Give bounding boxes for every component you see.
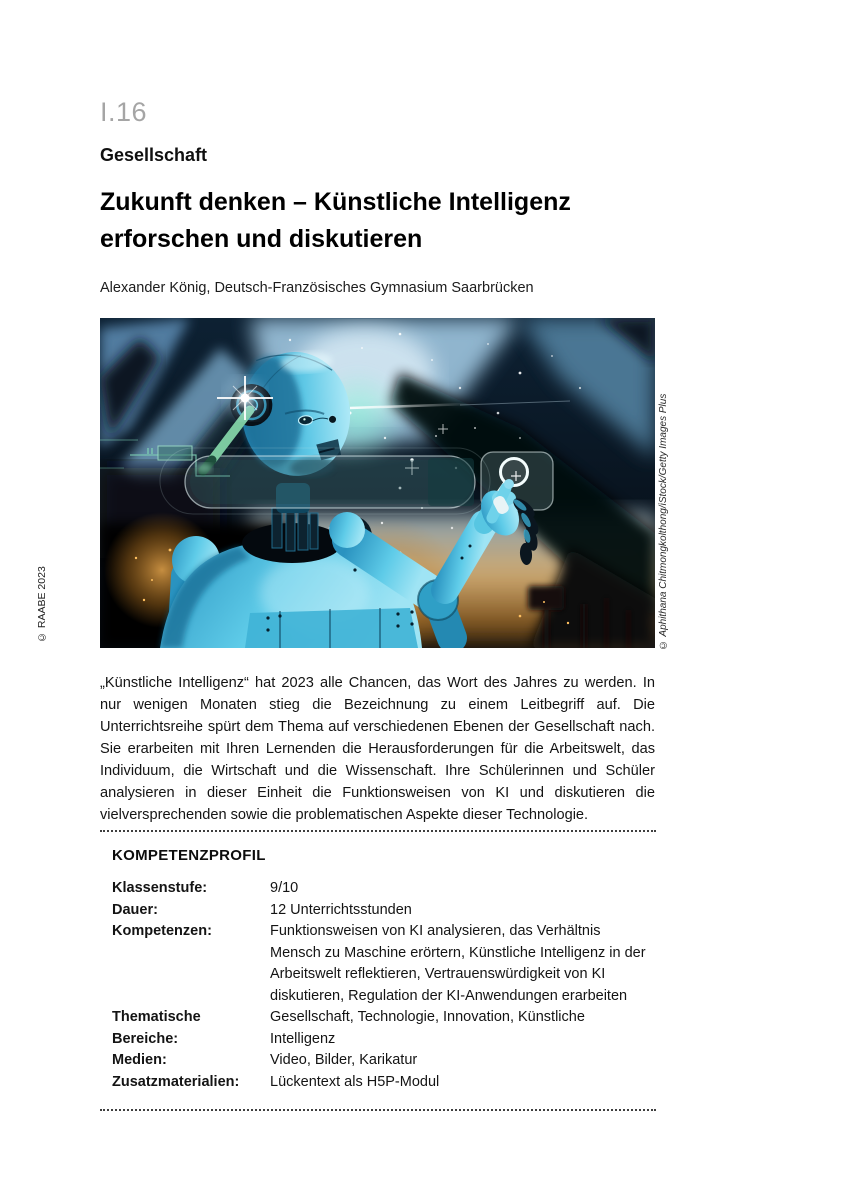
profile-row-label: Thematische Bereiche: bbox=[112, 1009, 201, 1047]
category-label: Gesellschaft bbox=[100, 145, 208, 165]
profile-row bbox=[112, 900, 650, 922]
profile-row-value: Video, Bilder, Karikatur bbox=[270, 1052, 418, 1068]
edition-copyright: © RAABE 2023 bbox=[36, 566, 48, 643]
profile-row bbox=[112, 1072, 650, 1094]
profile-row bbox=[112, 1050, 650, 1072]
profile-row bbox=[112, 878, 650, 900]
profile-heading: KOMPETENZPROFIL bbox=[112, 847, 266, 864]
intro-paragraph: „Künstliche Intelligenz“ hat 2023 alle Chancen, das Wort des Jahres zu werden. In nur wenigen Monaten stieg die Bezeichnung zu einem Leitbegriff auf. Die Unterrichtsreihe spürt dem Thema auf verschiedenen Ebenen der Gesellschaft nach. Sie erarbeiten mit Ihren Lernenden die Herausforderungen für die Arbeitswelt, das Individuum, die Wirtschaft und die Wissenschaft. Ihre Schülerinnen und Schüler analysieren in dieser Einheit die Funktionsweisen von KI und diskutieren die vielversprechenden sowie die problematischen Aspekte dieser Technologie. bbox=[100, 675, 655, 823]
profile-row bbox=[112, 921, 650, 1007]
author-line: Alexander König, Deutsch-Französisches Gymnasium Saarbrücken bbox=[100, 280, 534, 296]
article-title bbox=[100, 184, 571, 258]
section-code: I.16 bbox=[100, 97, 148, 127]
robot-illustration bbox=[100, 318, 655, 648]
profile-row-value: Funktionsweisen von KI analysieren, das Verhältnis Mensch zu Maschine erörtern, Künstliche Intelligenz in der Arbeitswelt reflektieren, Vertrauenswürdigkeit von KI diskutieren, Regulation der KI-Anwendungen erarbeiten bbox=[270, 923, 646, 1004]
title-line-1: Zukunft denken – Künstliche Intelligenz bbox=[100, 188, 571, 216]
profile-row-label: Medien: bbox=[112, 1052, 167, 1068]
profile-row-label: Zusatzmaterialien: bbox=[112, 1073, 240, 1090]
profile-row-value: Gesellschaft, Technologie, Innovation, Künstliche Intelligenz bbox=[270, 1009, 585, 1047]
image-credit: © Aphithana Chitmongkolthong/iStock/Getty Images Plus bbox=[658, 393, 669, 650]
profile-row-label: Kompetenzen: bbox=[112, 923, 212, 939]
profile-row-value: Lückentext als H5P-Modul bbox=[270, 1073, 440, 1090]
profile-row-label: Dauer: bbox=[112, 901, 158, 918]
profile-row-value: 9/10 bbox=[270, 880, 299, 896]
robot-eye bbox=[298, 415, 313, 425]
profile-row-label: Klassenstufe: bbox=[112, 880, 208, 896]
article-photo bbox=[100, 318, 655, 648]
profile-row bbox=[112, 1007, 650, 1050]
profile-row-value: 12 Unterrichtsstunden bbox=[270, 901, 412, 918]
title-line-2: erforschen und diskutieren bbox=[100, 225, 423, 253]
competence-profile-box bbox=[100, 830, 656, 1111]
